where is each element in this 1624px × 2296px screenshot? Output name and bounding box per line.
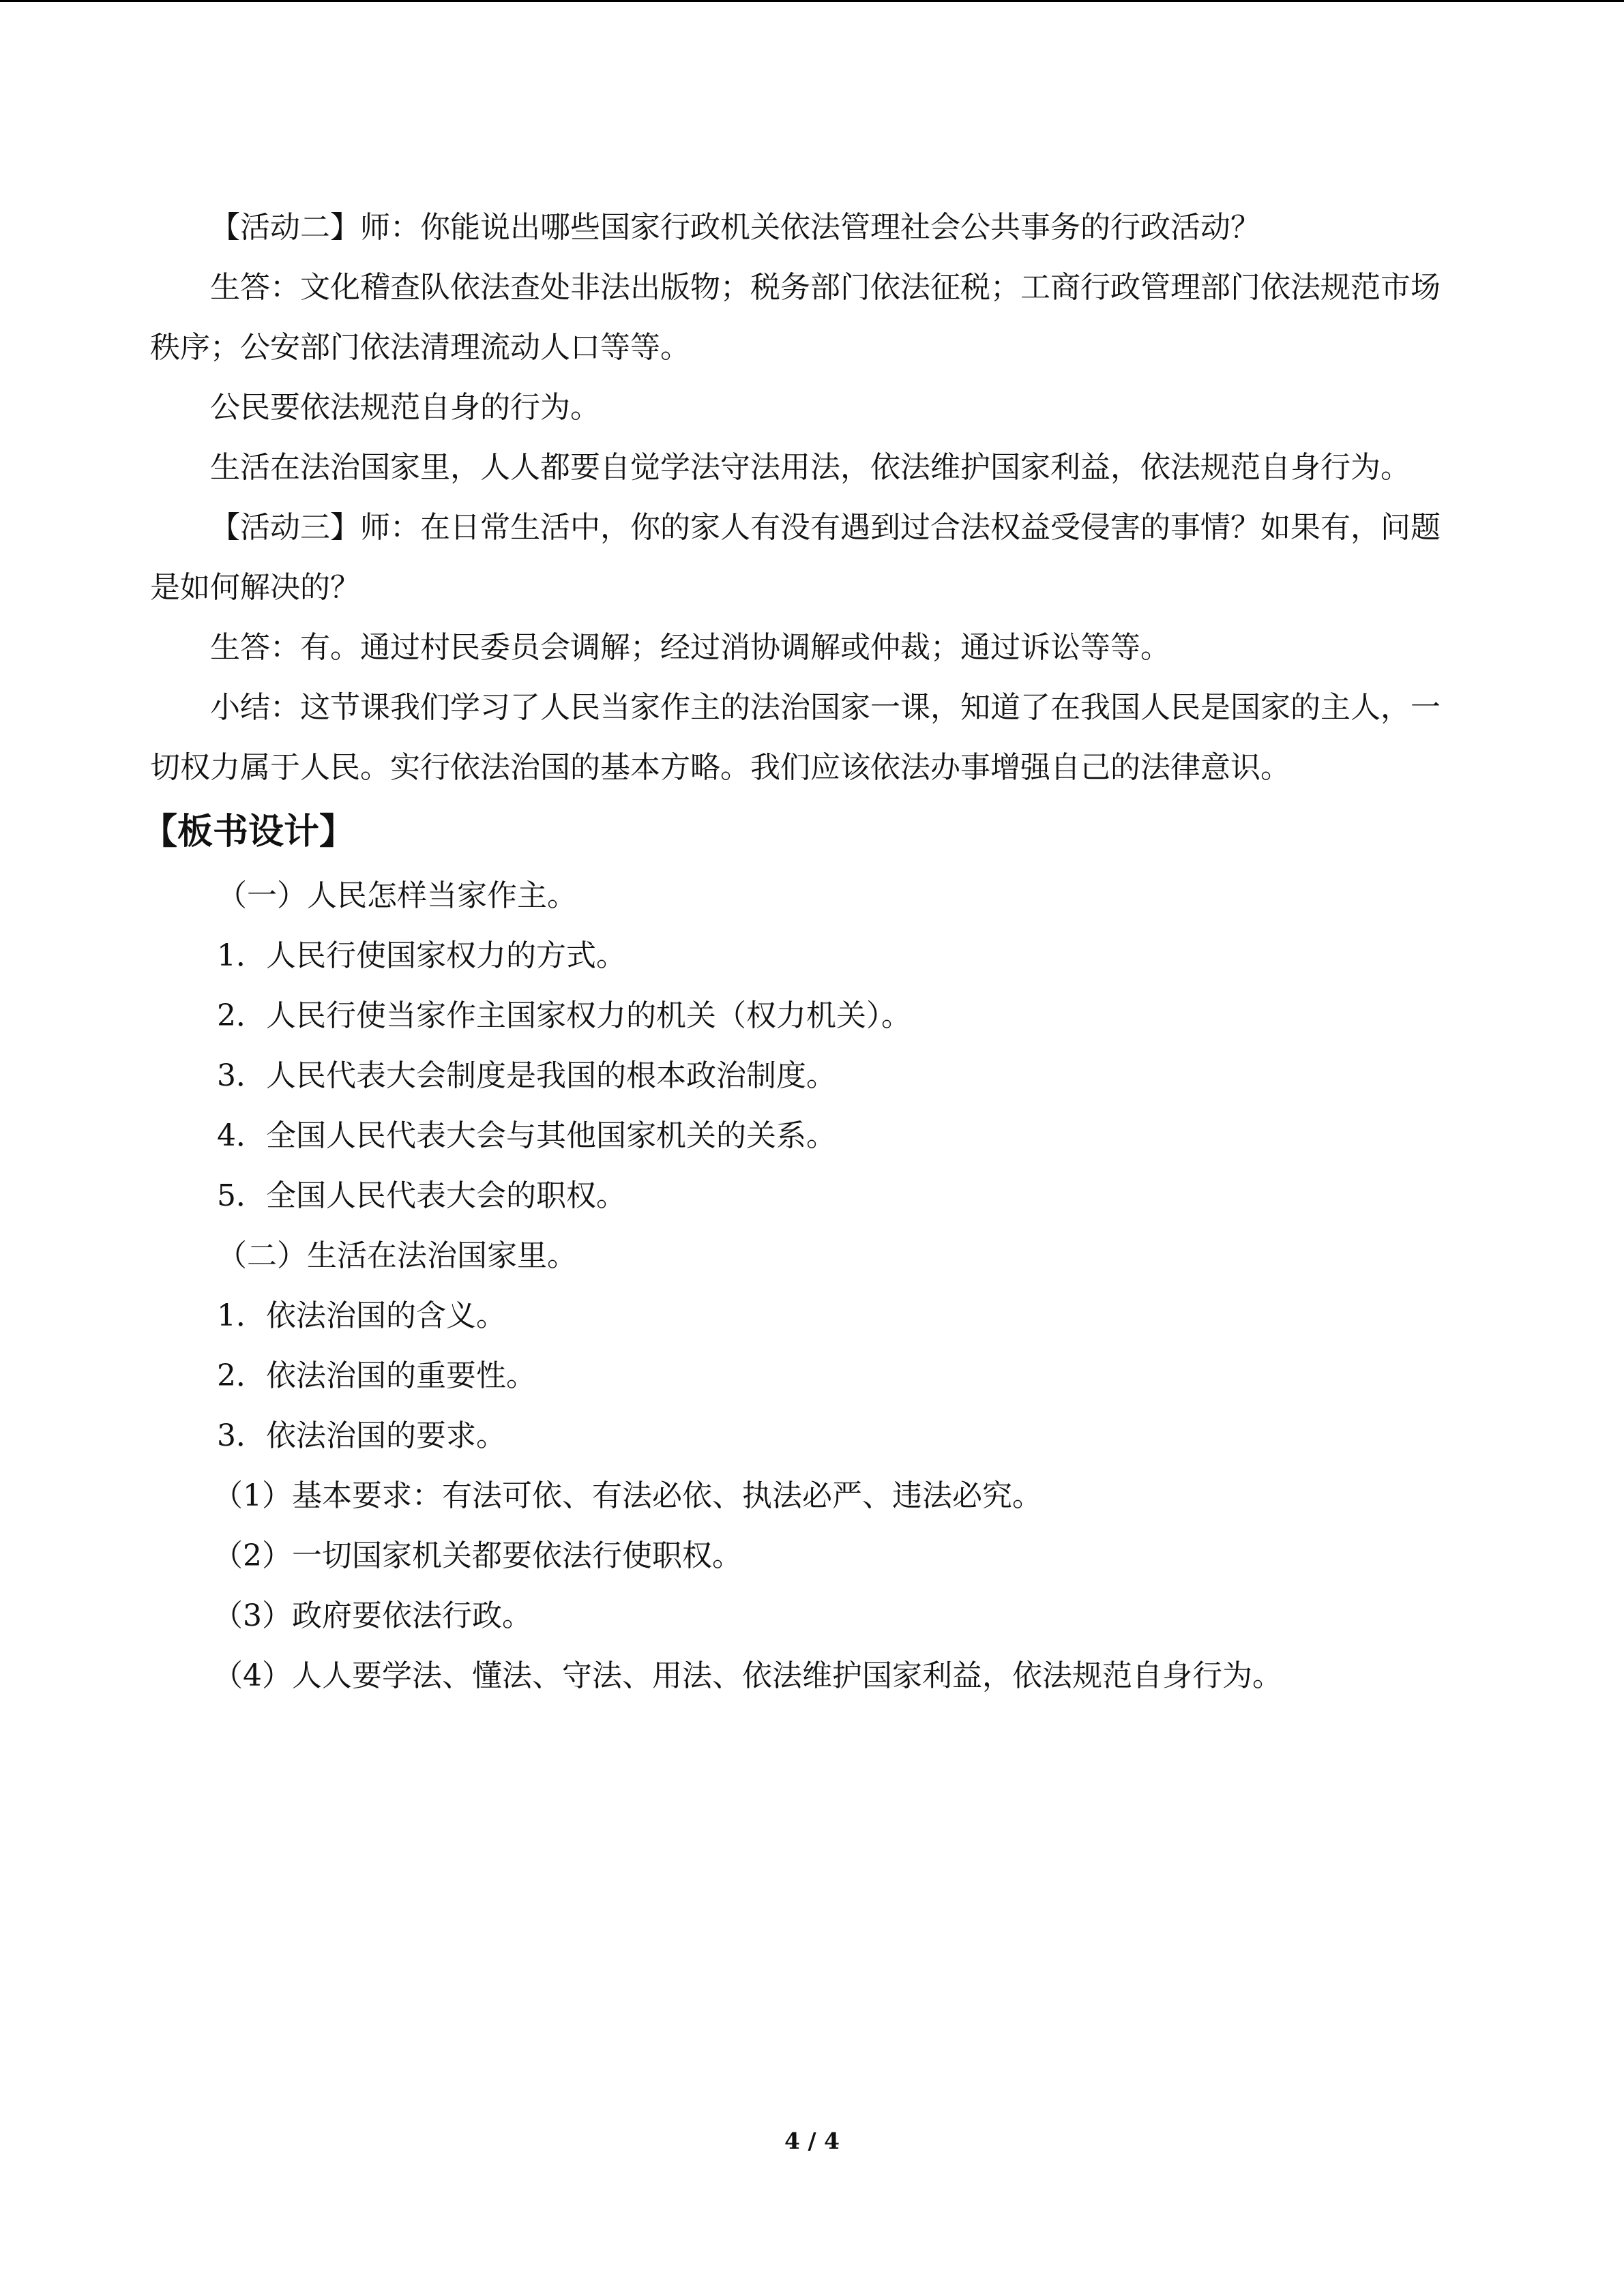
page-number: 4 / 4	[784, 2128, 840, 2154]
rule-of-law-note: 生活在法治国家里，人人都要自觉学法守法用法，依法维护国家利益，依法规范自身行为。	[210, 450, 1411, 485]
activity-three-answer: 生答：有。通过村民委员会调解；经过消协调解或仲裁；通过诉讼等等。	[210, 630, 1170, 665]
citizen-behavior-note: 公民要依法规范自身的行为。	[210, 390, 600, 425]
outline-item: 1．依法治国的含义。	[217, 1298, 506, 1333]
outline-subitem: （2）一切国家机关都要依法行使职权。	[213, 1538, 742, 1573]
outline-item: 4．全国人民代表大会与其他国家机关的关系。	[217, 1118, 836, 1153]
outline-item: 1．人民行使国家权力的方式。	[217, 938, 626, 973]
outline-item: 5．全国人民代表大会的职权。	[217, 1178, 626, 1213]
document-body	[142, 198, 1460, 1706]
lesson-summary: 小结：这节课我们学习了人民当家作主的法治国家一课，知道了在我国人民是国家的主人，一切权力属于人民。实行依法治国的基本方略。我们应该依法办事增强自己的法律意识。	[150, 690, 1441, 785]
outline-subitem: （3）政府要依法行政。	[213, 1598, 532, 1633]
outline-item: 2．依法治国的重要性。	[217, 1358, 536, 1393]
outline-subitem: （4）人人要学法、懂法、守法、用法、依法维护国家利益，依法规范自身行为。	[213, 1658, 1282, 1693]
activity-three-question: 【活动三】师：在日常生活中，你的家人有没有遇到过合法权益受侵害的事情？如果有，问题是如何解决的？	[150, 510, 1441, 605]
outline-item: （二）生活在法治国家里。	[217, 1238, 577, 1273]
top-border-line	[0, 0, 1624, 2]
board-design-heading: 【板书设计】	[142, 811, 355, 852]
outline-item: 3．依法治国的要求。	[217, 1418, 506, 1453]
outline-subitem: （1）基本要求：有法可依、有法必依、执法必严、违法必究。	[213, 1478, 1042, 1513]
outline-item: （一）人民怎样当家作主。	[217, 878, 577, 913]
activity-two-question: 【活动二】师：你能说出哪些国家行政机关依法管理社会公共事务的行政活动？	[210, 210, 1260, 245]
activity-two-answer: 生答：文化稽查队依法查处非法出版物；税务部门依法征税；工商行政管理部门依法规范市场秩序；公安部门依法清理流动人口等等。	[150, 270, 1441, 365]
outline-item: 2．人民行使当家作主国家权力的机关（权力机关）。	[217, 998, 911, 1033]
outline-item: 3．人民代表大会制度是我国的根本政治制度。	[217, 1058, 836, 1093]
